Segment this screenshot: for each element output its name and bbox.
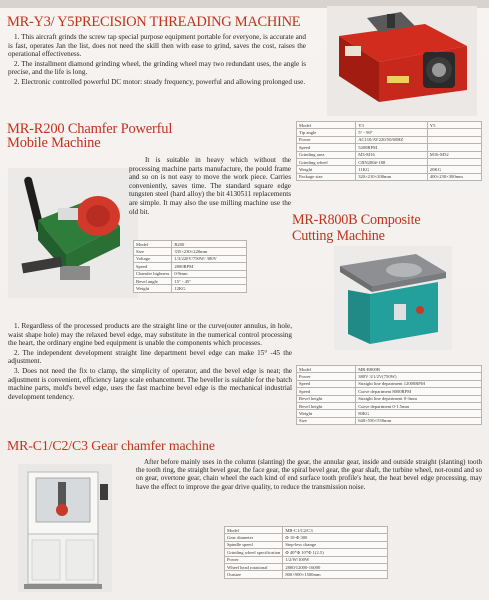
r200-intro: It is suitable in heavy which without the processing machine parts manufacture, the pould frame and so on is not easy to move the work piece. Carries conveniently, saves time. The standard square edge tungsten steel (hard alloy) the bit 4130511 replacements are simple. It may also the use milling machine use the old bit. [129,156,291,216]
table-cell: Y3 [356,122,428,129]
y3-paragraph-3: 2. Electronic controlled powerful DC motor: steady frequency, powerful and allowing prolonged use. [14,77,306,86]
table-cell: Outsize [225,571,283,578]
table-cell: 80KG [356,410,482,417]
r200-features [8,322,292,402]
table-cell: Power [297,373,356,380]
table-cell: 640×550×550mm [356,417,482,424]
table-row [225,527,388,534]
table-cell: Wheel head rotational [225,563,283,570]
table-row [297,417,482,424]
table-cell: 11KG [356,166,428,173]
y3-description [8,33,306,88]
table-cell: Voltage [134,255,172,262]
table-cell: 2800RPM [172,263,247,270]
table-cell: Speed [297,380,356,387]
c1-spec-table [224,526,388,579]
table-cell [427,129,481,136]
table-cell: Grinding wheel specification [225,549,283,556]
table-cell: Speed [297,388,356,395]
r800b-title-line2: Cutting Machine [292,228,385,244]
table-cell: Gear diameter [225,534,283,541]
c1-machine-image [18,464,112,592]
table-cell: CBN200#-188 [356,158,428,165]
table-cell: 0-9mm [172,270,247,277]
table-row [134,277,247,284]
r200-feature-1: 1. Regardless of the processed products are the straight line or the curve(outer annulus, in hole, waist shape hole) may the relaxed bevel edge, may substitute in the numerical control processing the heart, the ordinary engine bed equipment is unable the components which processes. [8,322,292,348]
y3-spec-table [296,121,482,181]
table-row [225,549,388,556]
table-cell: Weight [297,166,356,173]
table-cell: Straight line department 12000RPM [356,380,482,387]
table-cell: Model [297,366,356,373]
table-row [134,255,247,262]
r200-spec-table [133,240,247,293]
table-cell: 5° - 90° [356,129,428,136]
table-cell: Speed [297,144,356,151]
table-row [297,373,482,380]
table-cell: 1/2/W/100W [283,556,388,563]
table-cell: Straight line department 0-3mm [356,395,482,402]
table-row [297,122,482,129]
r200-title-line2: Mobile Machine [7,135,101,151]
r200-feature-3: 3. Does not need the fix to clamp, the simplicity of operator, and the bevel edge is neat; the adjustment is convenient, efficiency large scale enhancement. The beveller is suitable for the batch machine parts, mold's bevel edge, uses the fast machine bevel edge is the mechanical industrial development tendency. [8,366,292,401]
table-cell: Weight [297,410,356,417]
table-row [297,395,482,402]
table-row [134,263,247,270]
table-row [297,151,482,158]
table-row [134,248,247,255]
table-row [297,388,482,395]
table-cell: Grinding area [297,151,356,158]
r200-machine-image [8,168,138,298]
table-cell: Bevel height [297,402,356,409]
table-row [297,166,482,173]
table-cell: Power [297,136,356,143]
table-cell: 400×230×300mm [427,173,481,180]
table-row [297,158,482,165]
r800b-title-line1: MR-R800B Composite [292,212,421,228]
table-cell: Curve department 8000RPM [356,388,482,395]
table-cell: Model [134,241,172,248]
table-cell: Φ 40*Φ 10*Φ 1(2.5) [283,549,388,556]
table-cell: Model [297,122,356,129]
table-cell: 5200RPM [356,144,428,151]
table-cell: 2800/12000-16000 [283,563,388,570]
table-cell: Bevel height [297,395,356,402]
table-cell: MR-R800B [356,366,482,373]
r800b-title [292,212,420,244]
table-row [297,144,482,151]
table-cell: Size [297,417,356,424]
table-row [297,380,482,387]
table-cell: 1/3/220V/750W/ 380V [172,255,247,262]
table-cell: Φ 10-Φ 300 [283,534,388,541]
table-cell [427,136,481,143]
table-row [297,402,482,409]
table-cell: 15° - 45° [172,277,247,284]
table-cell: MR-C1/C2/C3 [283,527,388,534]
table-row [225,556,388,563]
c1-title: MR-C1/C2/C3 Gear chamfer machine [7,438,215,453]
table-cell: AC110/AV220/50/60HZ [356,136,428,143]
table-row [225,541,388,548]
table-row [134,270,247,277]
table-cell: Package size [297,173,356,180]
table-row [134,285,247,292]
table-cell [427,144,481,151]
table-row [297,366,482,373]
table-cell: Y5 [427,122,481,129]
table-cell: Spindle speed [225,541,283,548]
table-row [225,563,388,570]
y3-paragraph-2: 2. The installment diamond grinding wheel, the grinding wheel may two redundant uses, the angle is precise, and the life is long. [8,59,306,77]
table-cell: Curve department 0-1.5mm [356,402,482,409]
table-cell: M16-M52 [427,151,481,158]
table-cell: Chamfer highness [134,270,172,277]
table-cell: Step-less change [283,541,388,548]
table-cell: Grinding wheel [297,158,356,165]
r200-title [7,122,172,150]
table-row [225,534,388,541]
table-cell: Weight [134,285,172,292]
table-row [134,241,247,248]
table-cell: M3-M16 [356,151,428,158]
table-cell: Model [225,527,283,534]
table-row [297,136,482,143]
r200-feature-2: 2. The independent development straight line department bevel edge can make 15° -45 the adjustment. [8,348,292,366]
table-row [297,173,482,180]
table-cell: Bevel angle [134,277,172,284]
y3-title: MR-Y3/ Y5PRECISION THREADING MACHINE [7,14,301,30]
r800b-spec-table [296,365,482,425]
y3-paragraph-1: 1. This aircraft grinds the screw tap special purpose equipment portable for everyone, is accurate and is fast, operates Jan the list, does not need the skill then with ease to grind, saves the cost, raises the operational effectiveness. [8,33,306,59]
table-cell: 800×900×1500mm [283,571,388,578]
table-row [225,571,388,578]
table-cell: 335×230×220mm [172,248,247,255]
y3-machine-image [327,6,477,116]
table-cell: Size [134,248,172,255]
table-cell [427,158,481,165]
r200-title-line1: MR-R200 Chamfer Powerful [7,121,173,137]
table-row [297,129,482,136]
c1-description: After before mainly uses in the column (slanting) the gear, the annular gear, inside and outside straight (slanting) tooth the tooth ring, the straight bevel gear, the face gear, the spiral bevel gear, the gear shaft, the turbine wheel, not-round and so on gear, overtone gear, chain wheel the each kind of end surface tooth profile's heat, the heat bevel edge processing, may have the effect to improve the gear drive quality, to reduce the transmission noise. [136,458,482,491]
table-cell: Tip angle [297,129,356,136]
table-cell: 380V 3/1/2V(750W) [356,373,482,380]
table-row [297,410,482,417]
table-cell: 20KG [427,166,481,173]
table-cell: Speed [134,263,172,270]
table-cell: R200 [172,241,247,248]
table-cell: Power [225,556,283,563]
r800b-machine-image [334,246,452,350]
table-cell: 12KG [172,285,247,292]
table-cell: 320×210×200mm [356,173,428,180]
